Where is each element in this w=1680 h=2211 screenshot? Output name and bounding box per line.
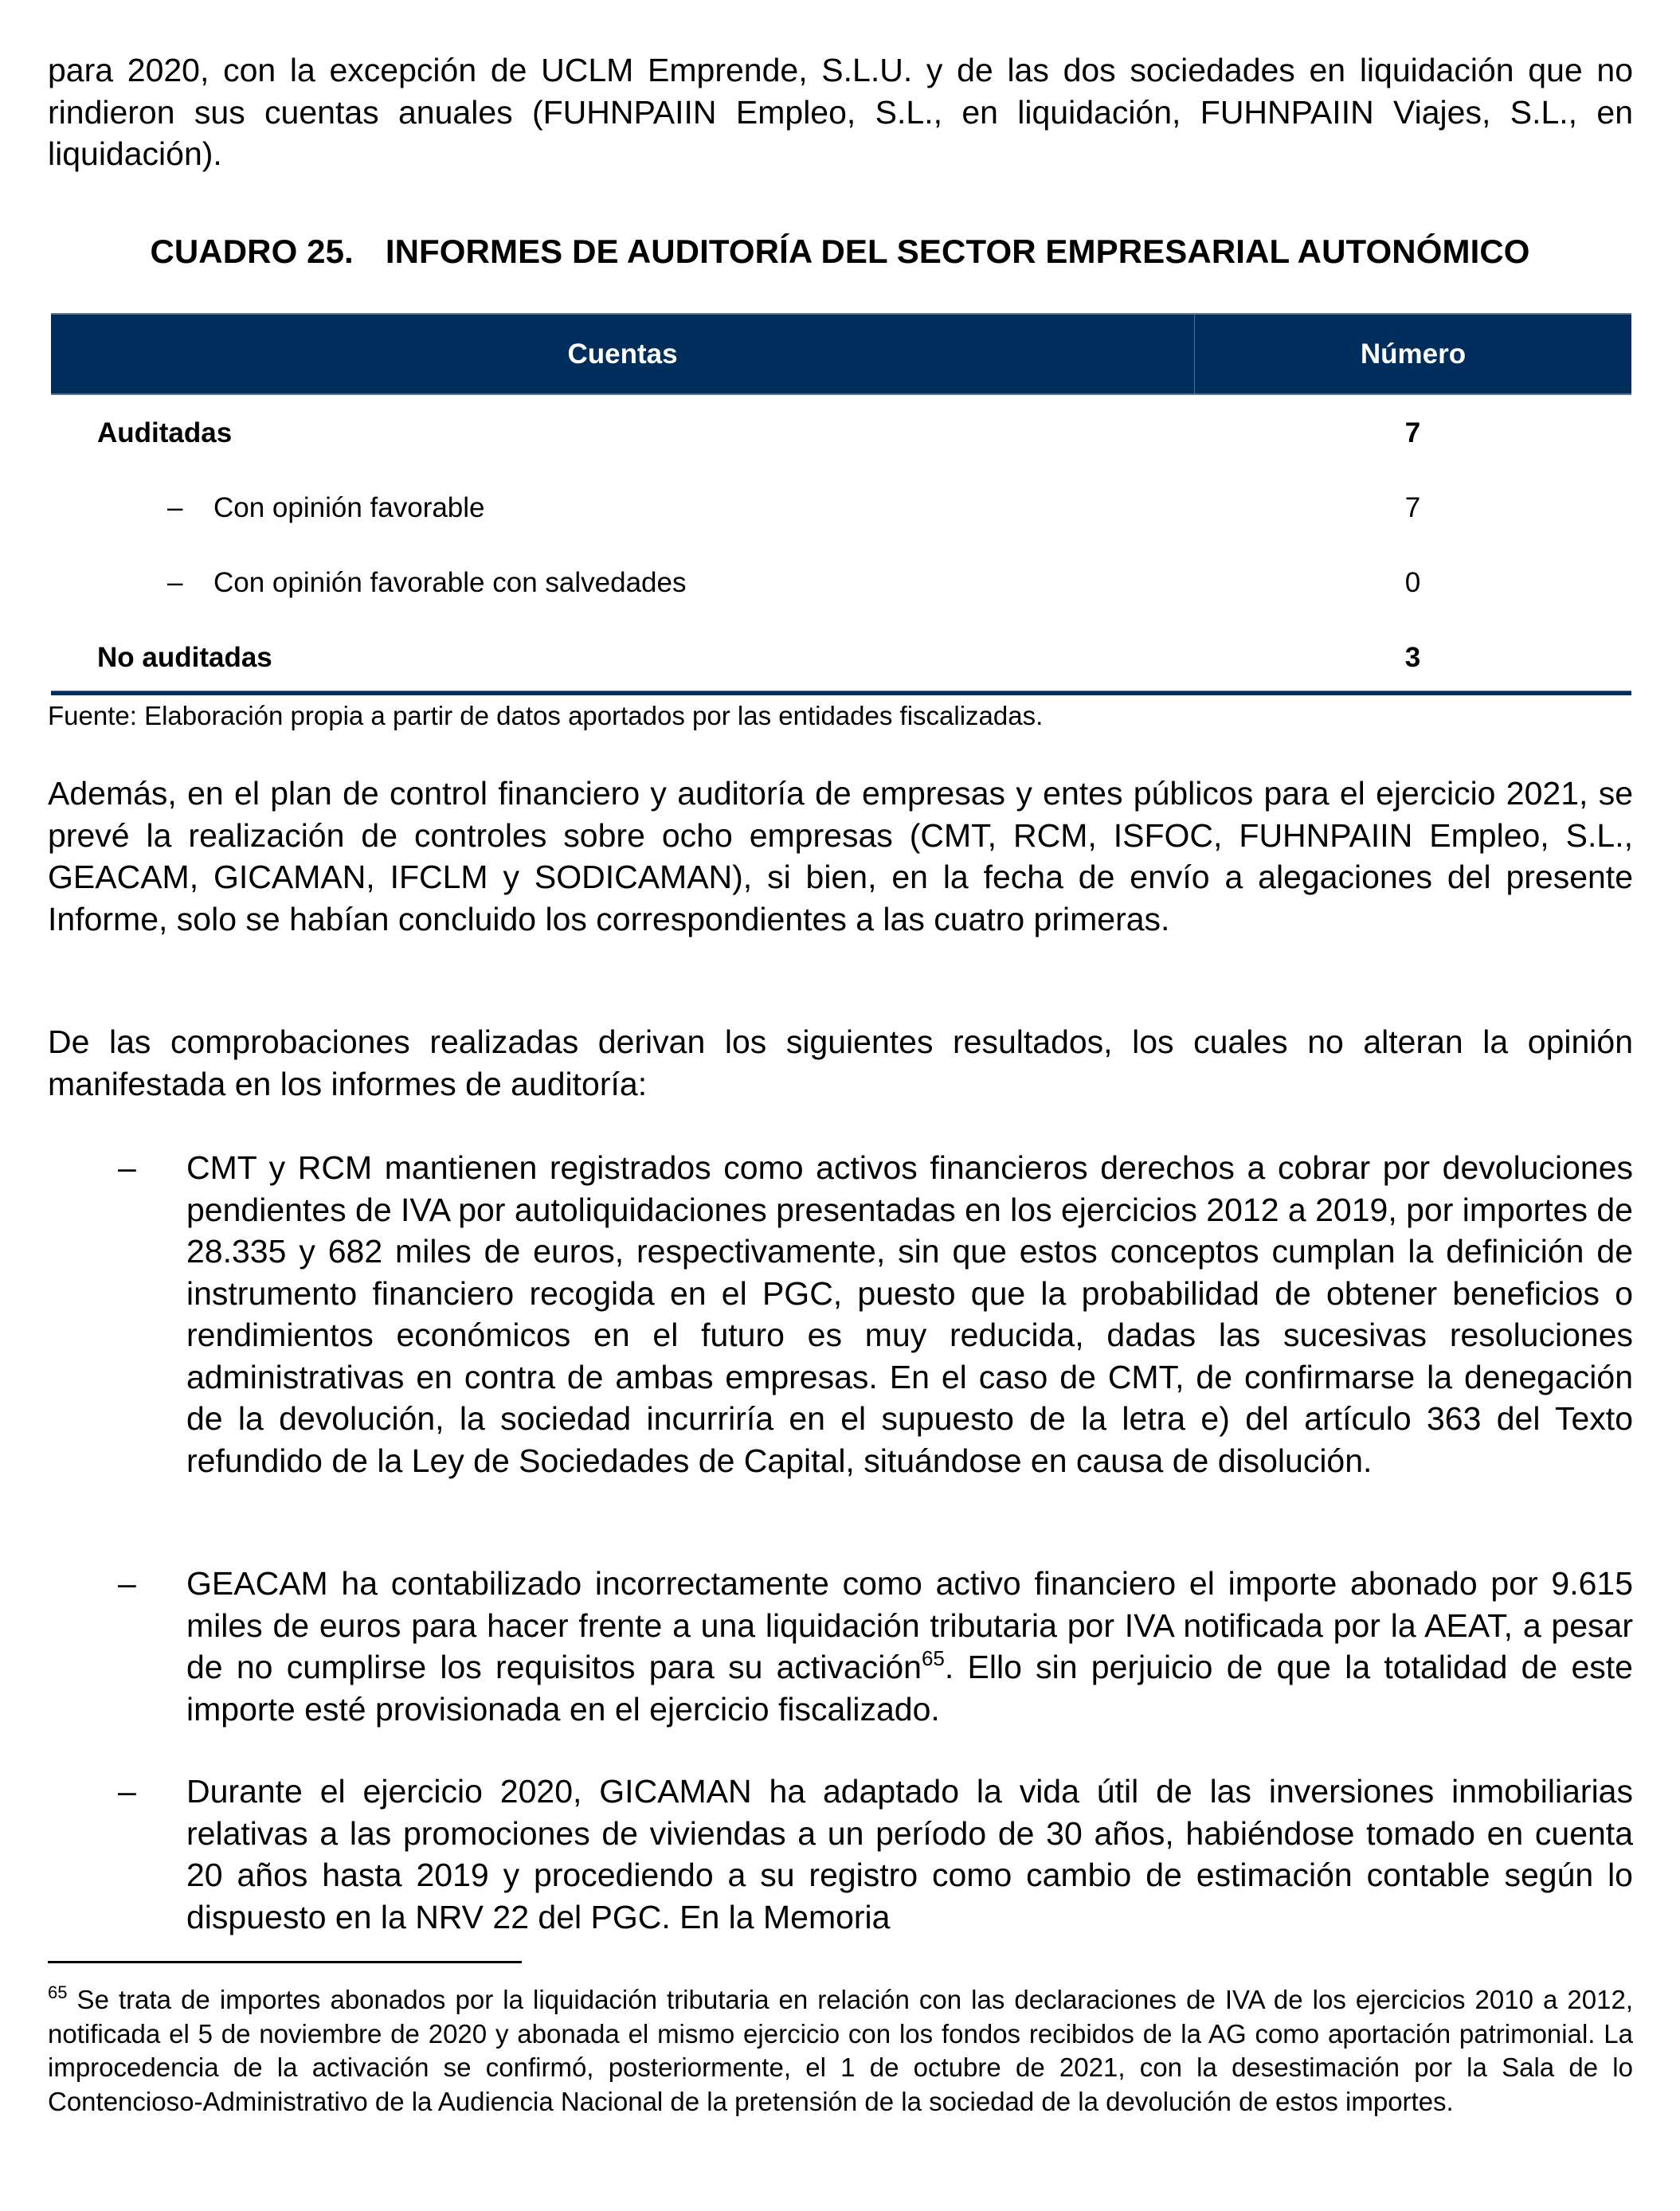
table-bottom-rule	[51, 691, 1631, 695]
table-row-con-salvedades	[51, 563, 1631, 603]
bullet-text: CMT y RCM mantienen registrados como activos financieros derechos a cobrar por devoluciones pendientes de IVA por autoliquidaciones presentadas en los ejercicios 2012 a 2019, por importes de 28.335 y 682 miles de euros, respectivamente, sin que estos conceptos cumplan la definición de instrumento financiero recogida en el PGC, puesto que la probabilidad de obtener beneficios o rendimientos económicos en el futuro es muy reducida, dadas las sucesivas resoluciones administrativas en contra de ambas empresas. En el caso de CMT, de confirmarse la denegación de la devolución, la sociedad incurriría en el supuesto de la letra e) del artículo 363 del Texto refundido de la Ley de Sociedades de Capital, situándose en causa de disolución.	[186, 1149, 1633, 1479]
bullet-text: Durante el ejercicio 2020, GICAMAN ha adaptado la vida útil de las inversiones inmobiliarias relativas a las promociones de viviendas a un período de 30 años, habiéndose tomado en cuenta 20 años hasta 2019 y procediendo a su registro como cambio de estimación contable según lo dispuesto en la NRV 22 del PGC. En la Memoria	[186, 1773, 1633, 1935]
table-number: CUADRO 25.	[150, 233, 354, 270]
dash-bullet-icon: –	[118, 1149, 136, 1186]
table-source-note: Fuente: Elaboración propia a partir de datos aportados por las entidades fiscalizadas.	[48, 701, 1044, 730]
table-row-no-auditadas	[51, 638, 1631, 678]
footnote-text: Se trata de importes abonados por la liquidación tributaria en relación con las declaraciones de IVA de los ejercicios 2010 a 2012, notificada el 5 de noviembre de 2020 y abonada el mismo ejercicio con los fondos recibidos de la AG como aportación patrimonial. La improcedencia de la activación se confirmó, posteriormente, el 1 de octubre de 2021, con la desestimación por la Sala de lo Contencioso-Administrativo de la Audiencia Nacional de la pretensión de la sociedad de la devolución de estos importes.	[48, 1985, 1633, 2116]
row-value: 7	[1404, 417, 1421, 448]
bullet-text-part: . Ello sin perjuicio de que la totalidad de este importe esté provisionada en el ejercicio fiscalizado.	[186, 1649, 1633, 1728]
table-header	[51, 313, 1631, 395]
paragraph-plan-control: Además, en el plan de control financiero y auditoría de empresas y entes públicos para el ejercicio 2021, se prevé la realización de controles sobre ocho empresas (CMT, RCM, ISFOC, FUHNPAIIN Empleo, S.L., GEACAM, GICAMAN, IFCLM y SODICAMAN), si bien, en la fecha de envío a alegaciones del presente Informe, solo se habían concluido los correspondientes a las cuatro primeras.	[48, 775, 1633, 937]
table-title	[0, 231, 1680, 272]
footnote-ref-65[interactable]: 65	[921, 1646, 945, 1670]
dash-bullet-icon: –	[167, 567, 183, 598]
footnote-number: 65	[48, 1982, 68, 2002]
dash-bullet-icon: –	[118, 1565, 136, 1602]
intro-paragraph: para 2020, con la excepción de UCLM Emprende, S.L.U. y de las dos sociedades en liquidación que no rindieron sus cuentas anuales (FUHNPAIIN Empleo, S.L., en liquidación, FUHNPAIIN Viajes, S.L., en liquidación).	[48, 52, 1633, 172]
column-header-cuentas: Cuentas	[51, 315, 1195, 393]
row-value: 7	[1404, 492, 1421, 523]
table-row-con-opinion-favorable	[51, 488, 1631, 528]
footnote-65	[48, 1983, 1633, 2119]
dash-bullet-icon: –	[167, 492, 183, 523]
table-row-auditadas	[51, 413, 1631, 453]
row-value: 0	[1404, 567, 1421, 598]
paragraph-comprobaciones: De las comprobaciones realizadas derivan los siguientes resultados, los cuales no alteran la opinión manifestada en los informes de auditoría:	[48, 1023, 1633, 1102]
bullet-text-part: GEACAM ha contabilizado incorrectamente como activo financiero el importe abonado por 9.615 miles de euros para hacer frente a una liquidación tributaria por IVA notificada por la AEAT, a pesar de no cumplirse los requisitos para su activación	[186, 1565, 1633, 1685]
footnote-separator	[48, 1961, 522, 1963]
row-label: Con opinión favorable con salvedades	[213, 567, 687, 598]
row-label: Con opinión favorable	[213, 492, 485, 523]
audit-reports-table	[51, 313, 1631, 673]
dash-bullet-icon: –	[118, 1773, 136, 1810]
bullet-text	[186, 1563, 1633, 1730]
column-header-numero: Número	[1360, 338, 1467, 370]
row-label: Auditadas	[97, 417, 233, 448]
row-label: No auditadas	[97, 642, 272, 673]
table-title-text: INFORMES DE AUDITORÍA DEL SECTOR EMPRESARIAL AUTONÓMICO	[385, 233, 1530, 270]
row-value: 3	[1404, 642, 1421, 673]
